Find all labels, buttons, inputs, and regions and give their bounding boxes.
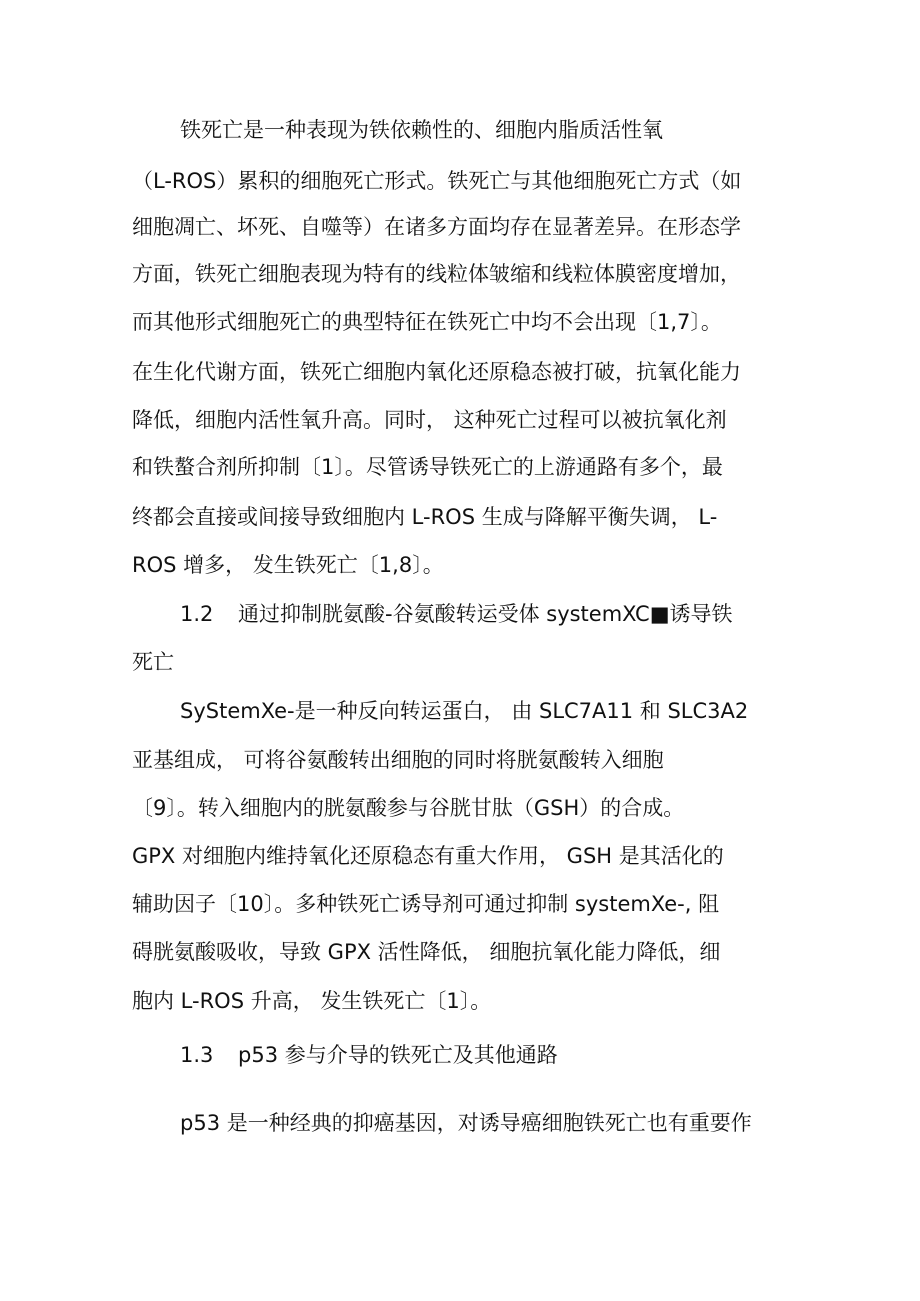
section-1-2-title-line-1: 通过抑制胱氨酸-谷氨酸转运受体 systemXC■诱导铁: [238, 602, 733, 626]
paragraph-2-line-7: 胞内 L-ROS 升高， 发生铁死亡〔1〕。: [132, 989, 492, 1013]
paragraph-1-line-4: 方面，铁死亡细胞表现为特有的线粒体皱缩和线粒体膜密度增加，: [132, 262, 741, 286]
paragraph-1-line-3: 细胞凋亡、坏死、自噬等）在诸多方面均存在显著差异。在形态学: [132, 215, 741, 239]
paragraph-2-line-5: 辅助因子〔10〕。多种铁死亡诱导剂可通过抑制 systemXe-, 阻: [132, 892, 720, 916]
paragraph-2-line-6: 碍胱氨酸吸收，导致 GPX 活性降低， 细胞抗氧化能力降低，细: [132, 940, 721, 964]
paragraph-3-line-1: p53 是一种经典的抑癌基因，对诱导癌细胞铁死亡也有重要作: [180, 1111, 752, 1135]
paragraph-1-line-1: 铁死亡是一种表现为铁依赖性的、细胞内脂质活性氧: [180, 118, 663, 142]
section-1-2-number: 1.2: [180, 602, 214, 626]
section-1-3-number: 1.3: [180, 1043, 214, 1067]
paragraph-1-line-6: 在生化代谢方面，铁死亡细胞内氧化还原稳态被打破，抗氧化能力: [132, 360, 741, 384]
paragraph-2-line-4: GPX 对细胞内维持氧化还原稳态有重大作用， GSH 是其活化的: [132, 844, 724, 868]
paragraph-1-line-2: （L-ROS）累积的细胞死亡形式。铁死亡与其他细胞死亡方式（如: [132, 169, 742, 193]
paragraph-2-line-1: SyStemXe-是一种反向转运蛋白， 由 SLC7A11 和 SLC3A2: [180, 699, 749, 723]
section-1-2-heading: [180, 599, 733, 629]
paragraph-1-line-8: 和铁螯合剂所抑制〔1〕。尽管诱导铁死亡的上游通路有多个，最: [132, 455, 723, 479]
section-1-3-title: p53 参与介导的铁死亡及其他通路: [238, 1043, 558, 1067]
section-1-3-heading: [180, 1040, 558, 1070]
section-1-2-title-line-2: 死亡: [132, 650, 174, 674]
paragraph-2-line-2: 亚基组成， 可将谷氨酸转出细胞的同时将胱氨酸转入细胞: [132, 748, 664, 772]
paragraph-1-line-10: ROS 增多， 发生铁死亡〔1,8〕。: [132, 553, 444, 577]
paragraph-1-line-5: 而其他形式细胞死亡的典型特征在铁死亡中均不会出现〔1,7〕。: [132, 310, 722, 334]
paragraph-1-line-9: 终都会直接或间接导致细胞内 L-ROS 生成与降解平衡失调， L-: [132, 505, 718, 529]
paragraph-2-line-3: 〔9〕。转入细胞内的胱氨酸参与谷胱甘肽（GSH）的合成。: [132, 796, 685, 820]
paragraph-1-line-7: 降低，细胞内活性氧升高。同时， 这种死亡过程可以被抗氧化剂: [132, 408, 727, 432]
